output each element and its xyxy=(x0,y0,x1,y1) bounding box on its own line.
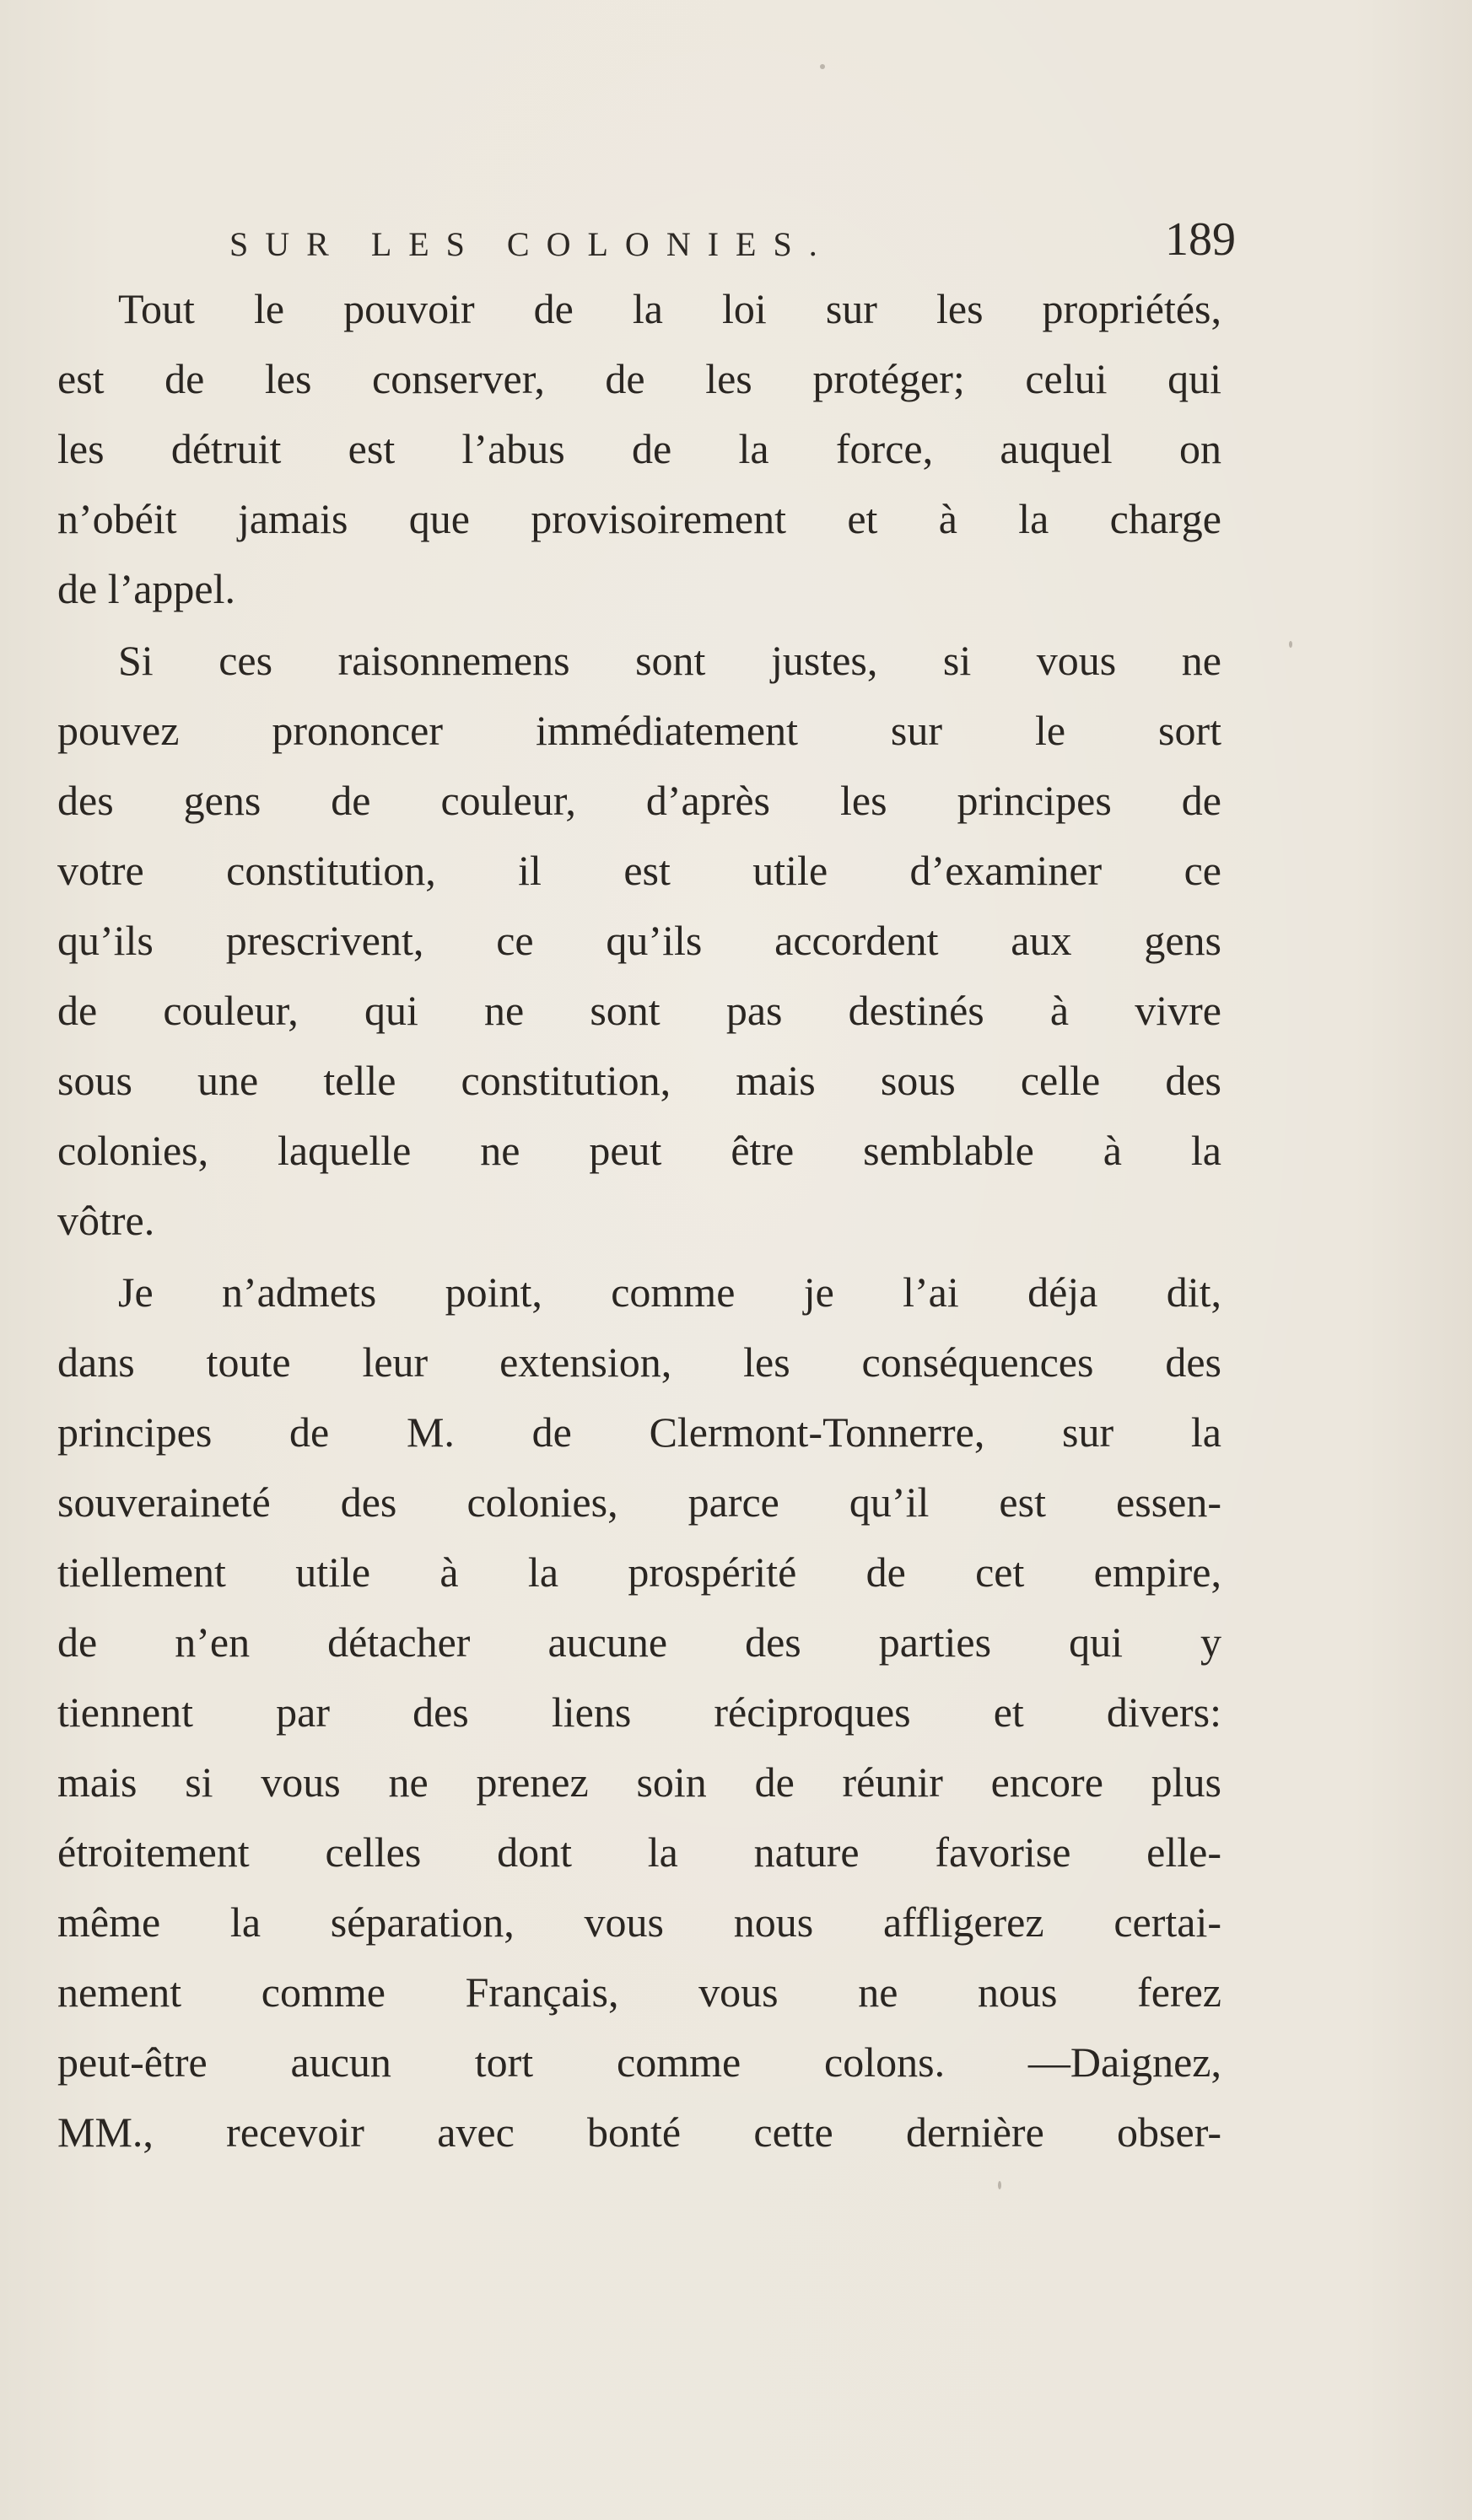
text-line: qu’ils prescrivent, ce qu’ils accordent aux gens xyxy=(57,917,1221,964)
text-line: Si ces raisonnemens sont justes, si vous ne xyxy=(118,637,1221,684)
paper-speck xyxy=(820,64,825,69)
running-head: SUR LES COLONIES. xyxy=(229,225,834,263)
text-line: de n’en détacher aucune des parties qui y xyxy=(57,1618,1221,1666)
text-line: principes de M. de Clermont-Tonnerre, sur la xyxy=(57,1408,1221,1456)
text-line: colonies, laquelle ne peut être semblable à la xyxy=(57,1127,1221,1174)
text-line: de l’appel. xyxy=(57,565,236,612)
text-line: des gens de couleur, d’après les principes de xyxy=(57,777,1221,824)
text-line: mais si vous ne prenez soin de réunir encore plus xyxy=(57,1758,1221,1806)
text-line: dans toute leur extension, les conséquences des xyxy=(57,1338,1221,1386)
text-line: votre constitution, il est utile d’examiner ce xyxy=(57,847,1221,894)
text-line: peut-être aucun tort comme colons. —Daignez, xyxy=(57,2038,1221,2086)
text-body xyxy=(57,274,1221,2167)
paper-speck xyxy=(998,2181,1001,2189)
text-line: tiellement utile à la prospérité de cet empire, xyxy=(57,1548,1221,1596)
text-line: Tout le pouvoir de la loi sur les propriétés, xyxy=(118,285,1221,332)
text-line: même la séparation, vous nous affligerez certai- xyxy=(57,1898,1221,1946)
page-number: 189 xyxy=(1165,213,1236,266)
text-line: vôtre. xyxy=(57,1197,155,1244)
text-line: n’obéit jamais que provisoirement et à la charge xyxy=(57,495,1221,542)
text-line: de couleur, qui ne sont pas destinés à vivre xyxy=(57,987,1221,1034)
text-line: souveraineté des colonies, parce qu’il est essen- xyxy=(57,1478,1221,1526)
text-line: MM., recevoir avec bonté cette dernière obser- xyxy=(57,2108,1221,2156)
text-line: sous une telle constitution, mais sous celle des xyxy=(57,1057,1221,1104)
text-line: étroitement celles dont la nature favorise elle- xyxy=(57,1828,1221,1876)
text-line: tiennent par des liens réciproques et divers: xyxy=(57,1688,1221,1736)
text-line: les détruit est l’abus de la force, auquel on xyxy=(57,425,1221,472)
text-line: nement comme Français, vous ne nous ferez xyxy=(57,1968,1221,2016)
text-line: pouvez prononcer immédiatement sur le sort xyxy=(57,707,1221,754)
text-line: Je n’admets point, comme je l’ai déja dit, xyxy=(118,1268,1221,1316)
text-line: est de les conserver, de les protéger; celui qui xyxy=(57,355,1221,402)
paper-speck xyxy=(1289,641,1292,648)
